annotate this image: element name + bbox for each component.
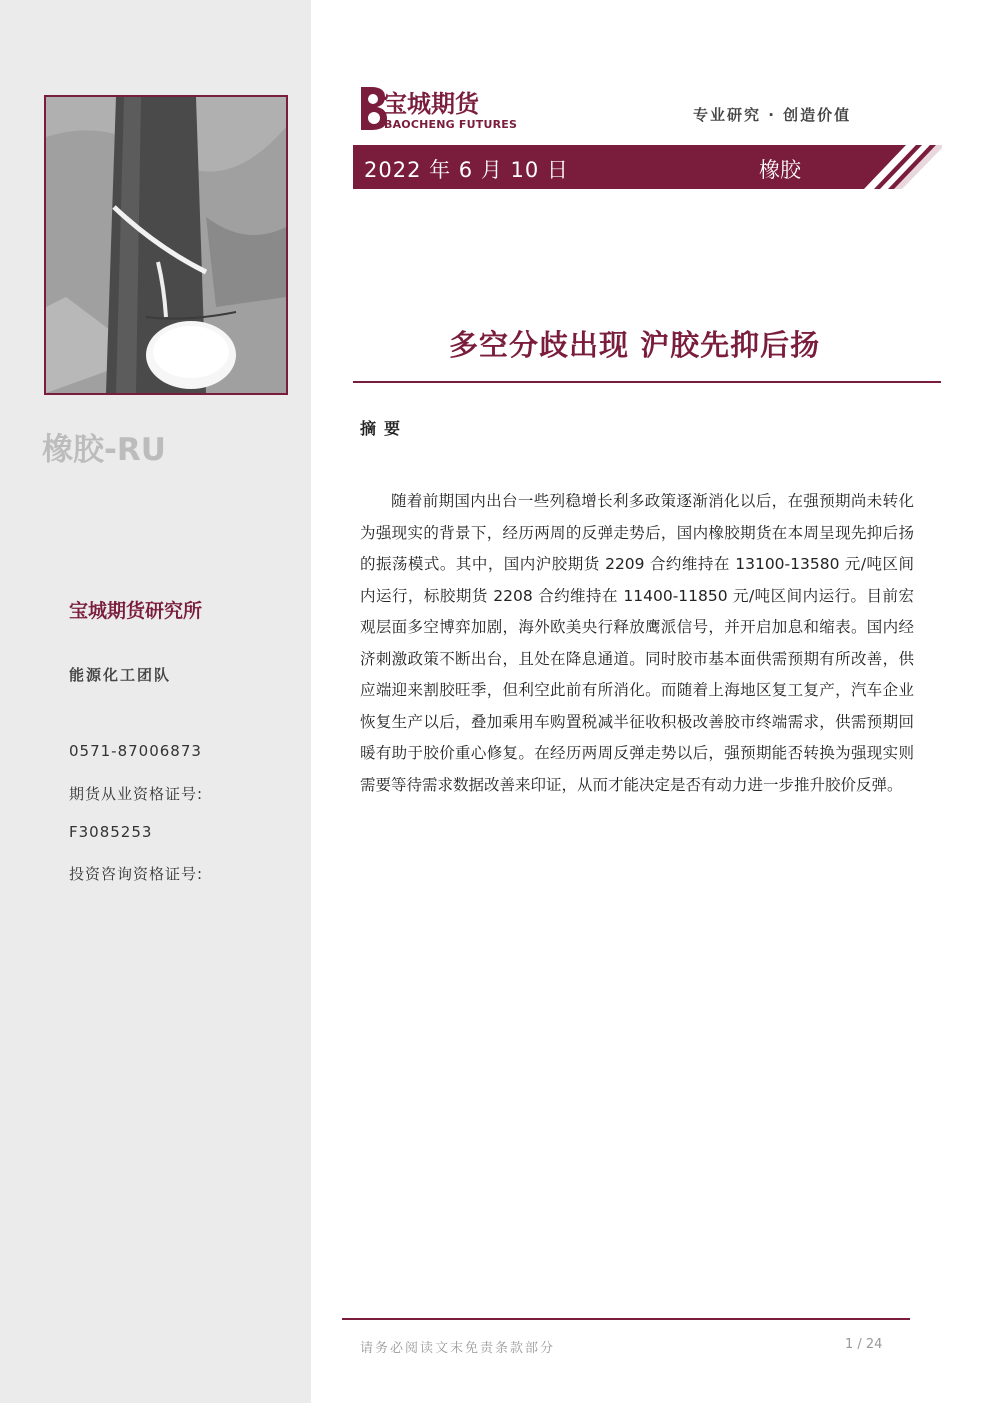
futures-license-label: 期货从业资格证号: — [69, 785, 204, 803]
sidebar — [0, 0, 311, 1403]
slogan: 专业研究 · 创造价值 — [693, 106, 852, 124]
footer-divider — [342, 1318, 910, 1320]
rubber-tree-photo — [44, 95, 288, 395]
institute-name: 宝城期货研究所 — [69, 600, 203, 622]
advisory-license-label: 投资咨询资格证号: — [69, 865, 204, 883]
logo-english-name: BAOCHENG FUTURES — [384, 118, 518, 131]
title-divider — [353, 381, 941, 383]
team-name: 能源化工团队 — [69, 666, 172, 684]
phone-number: 0571-87006873 — [69, 742, 202, 760]
report-title: 多空分歧出现 沪胶先抑后扬 — [449, 328, 821, 362]
abstract-text: 随着前期国内出台一些列稳增长利多政策逐渐消化以后，在强预期尚未转化为强现实的背景下，经历两周的反弹走势后，国内橡胶期货在本周呈现先抑后扬的振荡模式。其中，国内沪胶期货 2209 合约维持在 13100-13580 元/吨区间内运行，标胶期货 2208 合约维持在 11400-11850 元/吨区间内运行。目前宏观层面多空博弈加剧，海外欧美央行释放鹰派信号，并开启加息和缩表。国内经济刺激政策不断出台，且处在降息通道。同时胶市基本面供需预期有所改善，供应端迎来割胶旺季，但利空此前有所消化。而随着上海地区复工复产，汽车企业恢复生产以后，叠加乘用车购置税减半征收积极改善胶市终端需求，供需预期回暖有助于胶价重心修复。在经历两周反弹走势以后，强预期能否转换为强现实则需要等待需求数据改善来印证，从而才能决定是否有动力进一步推升胶价反弹。 — [360, 492, 914, 794]
futures-license-value: F3085253 — [69, 823, 153, 841]
logo-chinese-name: 宝城期货 — [383, 89, 479, 118]
page-number: 1 / 24 — [845, 1337, 883, 1352]
report-date: 2022 年 6 月 10 日 — [364, 158, 569, 182]
product-code: 橡胶-RU — [42, 432, 166, 468]
banner-stripes-decoration — [850, 145, 942, 189]
report-category: 橡胶 — [759, 158, 801, 182]
abstract-label: 摘要 — [360, 419, 409, 438]
rubber-tapping-image — [46, 97, 286, 393]
footer-disclaimer: 请务必阅读文末免责条款部分 — [360, 1341, 556, 1356]
